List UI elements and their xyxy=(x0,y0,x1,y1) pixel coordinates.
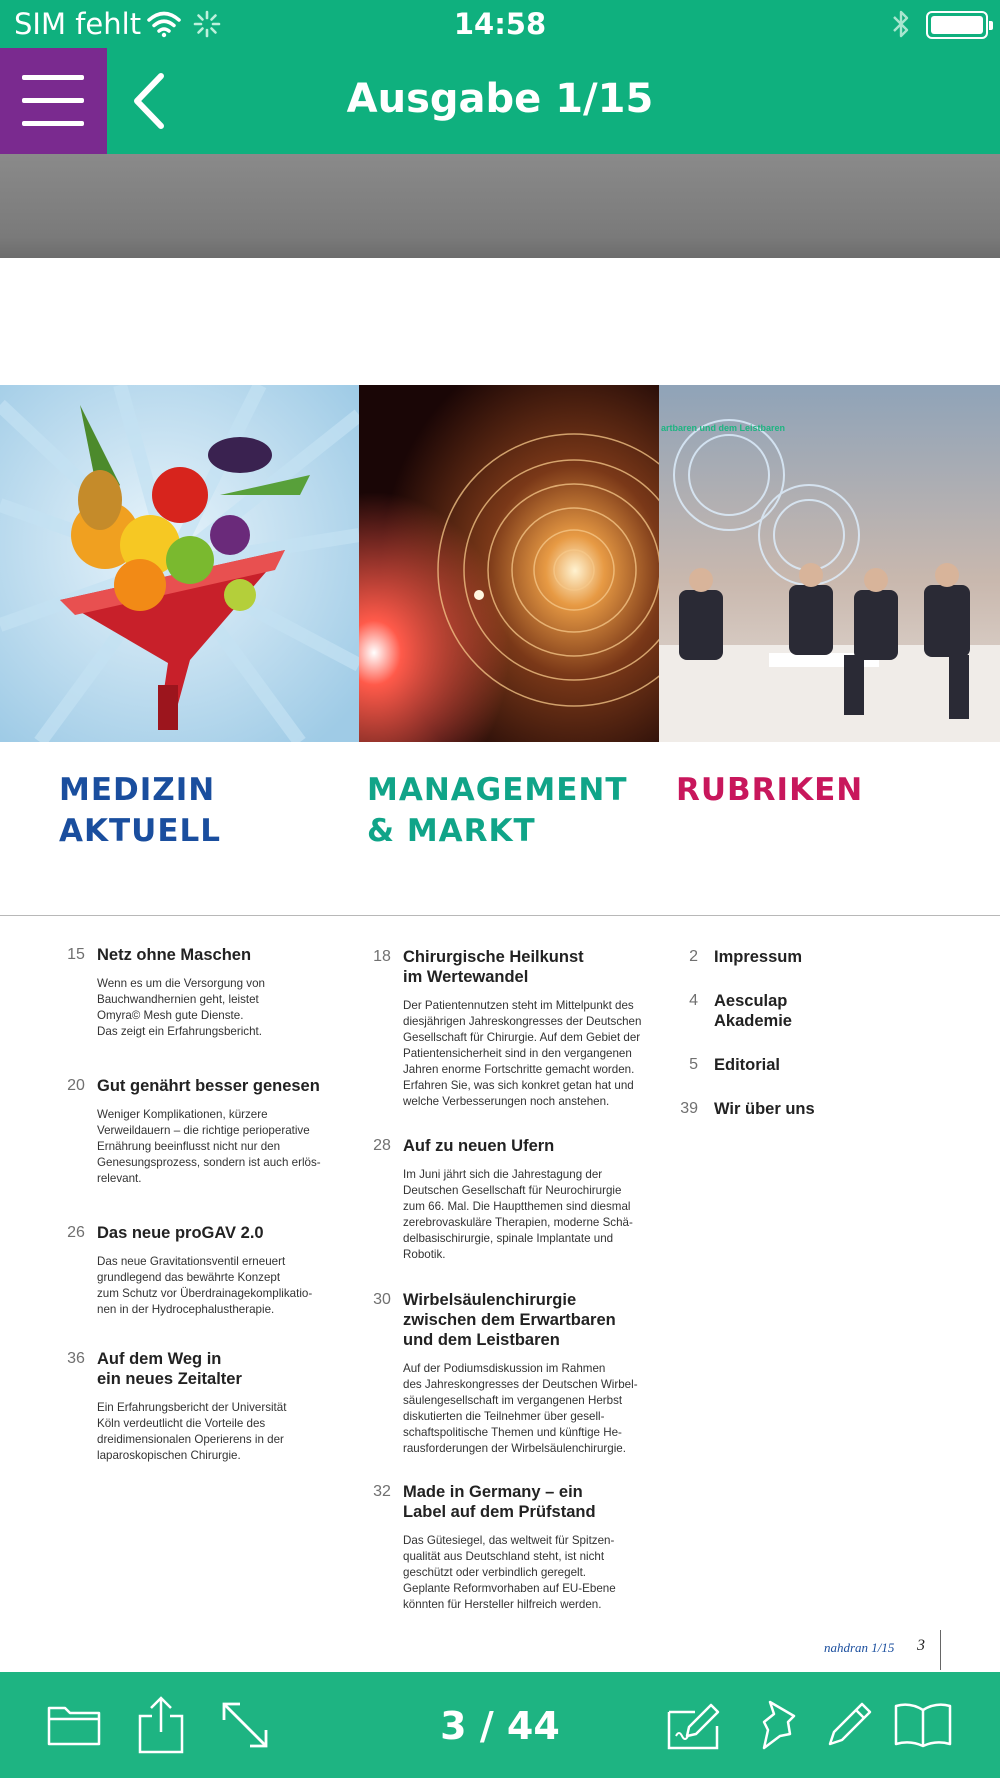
page-counter: 3 / 44 xyxy=(440,1704,560,1748)
toc-title: Auf dem Weg in ein neues Zeitalter xyxy=(97,1350,242,1388)
toc-entry[interactable] xyxy=(365,1482,655,1613)
book-icon[interactable] xyxy=(892,1696,954,1754)
battery-icon xyxy=(926,11,988,39)
toc-entry[interactable] xyxy=(59,1349,309,1464)
bluetooth-icon xyxy=(890,8,912,40)
toc-title: Chirurgische Heilkunst im Wertewandel xyxy=(403,948,584,986)
toc-entry[interactable] xyxy=(365,1136,655,1263)
nav-bar xyxy=(0,48,1000,154)
toc-title: Netz ohne Maschen xyxy=(97,946,252,964)
toc-page-number: 18 xyxy=(373,948,391,965)
toc-title: Auf zu neuen Ufern xyxy=(403,1137,555,1155)
toc-description: Wenn es um die Versorgung von Bauchwandhernien geht, leistet Omyra© Mesh gute Dienste. Das zeigt ein Erfahrungsbericht. xyxy=(97,977,265,1038)
annotate-icon[interactable] xyxy=(665,1696,723,1754)
footer-divider xyxy=(940,1630,941,1670)
section-heading-rubriken: RUBRIKEN xyxy=(676,772,864,808)
rubrik-entry[interactable] xyxy=(676,947,802,967)
rubrik-entry[interactable] xyxy=(676,1099,815,1119)
toc-description: Weniger Komplikationen, kürzere Verweildauern – die richtige perioperative Ernährung beeinflusst nicht nur den Genesungsprozess, sondern ist auch erlös- relevant. xyxy=(97,1108,321,1185)
section-heading-management: MANAGEMENT & MARKT xyxy=(367,772,628,849)
toc-page-number: 39 xyxy=(680,1100,698,1117)
toc-entry[interactable] xyxy=(59,1223,329,1318)
printed-page-number: 3 xyxy=(917,1637,925,1654)
pin-icon[interactable] xyxy=(750,1696,808,1754)
toc-page-number: 20 xyxy=(67,1077,85,1094)
toc-description: Der Patientennutzen steht im Mittelpunkt des diesjährigen Jahreskongresses der Deutschen Gesellschaft für Chirurgie. Auf dem Gebiet der Patientensicherheit sind in den vergangenen Jahren enorme Fortschritte gemacht worden. Erfahren Sie, was sich konkret getan hat und welche Verbesserungen noch anstehen. xyxy=(403,999,642,1108)
magazine-footer-label: nahdran 1/15 xyxy=(824,1640,895,1655)
toc-description: Das neue Gravitationsventil erneuert grundlegend das bewährte Konzept zum Schutz vor Überdrainagekomplikatio- nen in der Hydrocephalustherapie. xyxy=(97,1255,313,1316)
section-photos xyxy=(0,385,1000,742)
toc-page-number: 28 xyxy=(373,1137,391,1154)
carrier-label: SIM fehlt xyxy=(14,7,142,41)
toc-page-number: 32 xyxy=(373,1483,391,1500)
photo-overlay-text: artbaren und dem Leistbaren xyxy=(661,423,786,433)
toc-entry[interactable] xyxy=(365,1290,655,1457)
rubrik-entry[interactable] xyxy=(676,1055,780,1075)
toc-description: Im Juni jährt sich die Jahrestagung der Deutschen Gesellschaft für Neurochirurgie zum 66. Mal. Die Hauptthemen sind diesmal zerebrovaskuläre Therapien, moderne Schä- delbasischirurgie, spinale Implantate und Robotik. xyxy=(403,1168,633,1261)
toc-entry[interactable] xyxy=(59,945,329,1040)
toc-title: Aesculap Akademie xyxy=(714,992,792,1030)
toc-title: Das neue proGAV 2.0 xyxy=(97,1224,264,1242)
clock: 14:58 xyxy=(453,7,547,41)
toc-page-number: 36 xyxy=(67,1350,85,1367)
page-top-shadow xyxy=(0,154,1000,258)
abstract-light-photo xyxy=(359,385,659,742)
pencil-icon[interactable] xyxy=(820,1696,878,1754)
section-heading-medizin: MEDIZIN AKTUELL xyxy=(59,772,222,849)
toc-page-number: 26 xyxy=(67,1224,85,1241)
toc-description: Auf der Podiumsdiskussion im Rahmen des Jahreskongresses der Deutschen Wirbel- säulengesellschaft im vergangenen Herbst diskutierten die Teilnehmer über gesell- schaftspolitische Themen und künftige He- rausforderungen der Wirbelsäulenchirurgie. xyxy=(403,1362,638,1455)
toc-page-number: 2 xyxy=(689,948,698,965)
divider xyxy=(0,915,1000,916)
bottom-toolbar xyxy=(0,1672,1000,1778)
toc-description: Das Gütesiegel, das weltweit für Spitzen- qualität aus Deutschland steht, ist nicht geschützt oder verbindlich geregelt. Geplante Reformvorhaben auf EU-Ebene könnten für Hersteller hilfreich werden. xyxy=(403,1534,616,1611)
toc-page-number: 5 xyxy=(689,1056,698,1073)
toc-title: Wirbelsäulenchirurgie zwischen dem Erwartbaren und dem Leistbaren xyxy=(403,1291,616,1349)
toc-page-number: 15 xyxy=(67,946,85,963)
toc-title: Made in Germany – ein Label auf dem Prüfstand xyxy=(403,1483,596,1521)
page-title: Ausgabe 1/15 xyxy=(346,76,654,122)
toc-column-rubriken xyxy=(676,947,896,1147)
rubrik-entry[interactable] xyxy=(676,991,792,1031)
panel-discussion-photo xyxy=(659,385,1000,742)
toc-title: Wir über uns xyxy=(714,1100,815,1118)
toc-entry[interactable] xyxy=(365,947,655,1110)
toc-title: Editorial xyxy=(714,1056,781,1074)
toc-title: Impressum xyxy=(714,948,803,966)
toc-entry[interactable] xyxy=(59,1076,329,1187)
vegetables-funnel-photo xyxy=(0,385,359,742)
toc-description: Ein Erfahrungsbericht der Universität Köln verdeutlicht die Vorteile des dreidimensionalen Operierens in der laparoskopischen Chirurgie. xyxy=(97,1401,287,1462)
app-header xyxy=(0,0,1000,154)
toc-page-number: 30 xyxy=(373,1291,391,1308)
toc-page-number: 4 xyxy=(689,992,698,1009)
status-bar xyxy=(0,0,1000,48)
toc-title: Gut genährt besser genesen xyxy=(97,1077,320,1095)
